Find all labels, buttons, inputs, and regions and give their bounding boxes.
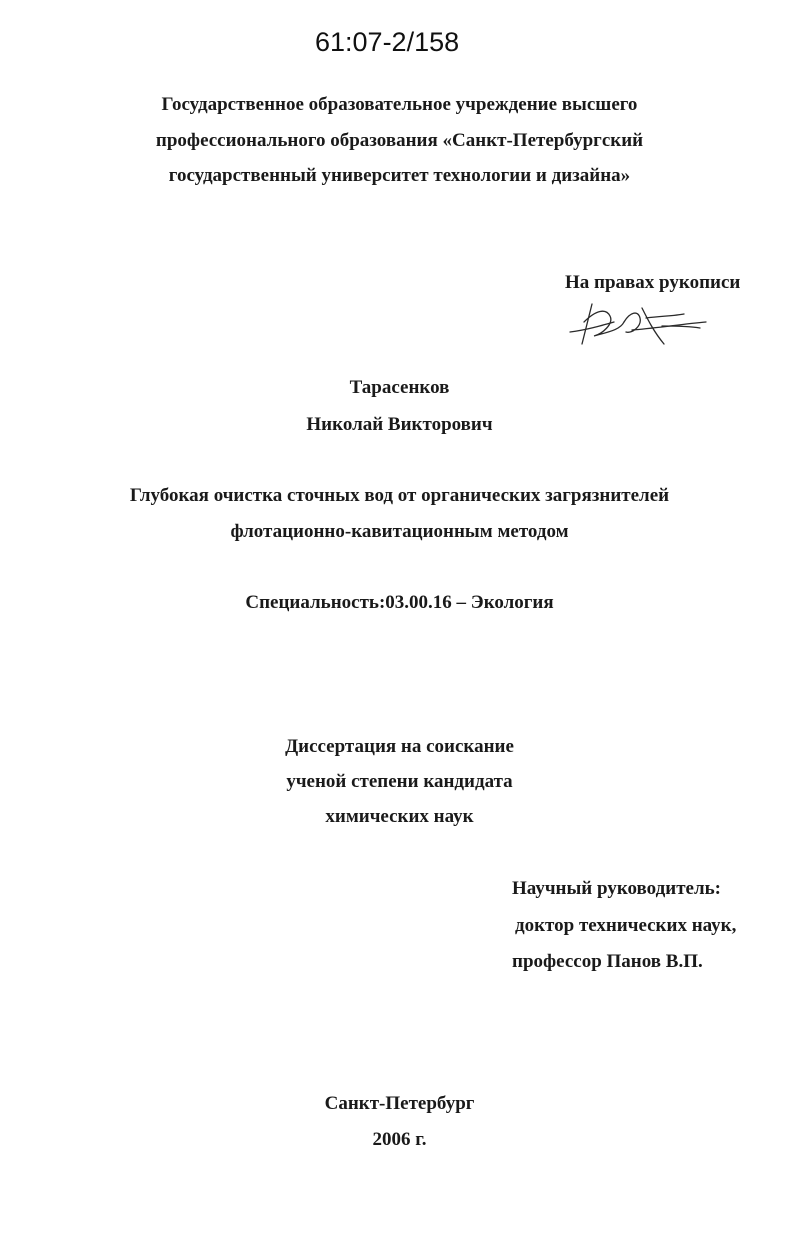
author-given-names: Николай Викторович <box>306 414 493 435</box>
handwritten-signature <box>562 296 712 352</box>
degree-line: химических наук <box>325 806 474 827</box>
archive-code: 61:07-2/158 <box>315 27 460 57</box>
supervisor-degree: доктор технических наук, <box>515 915 737 936</box>
specialty: Специальность:03.00.16 – Экология <box>245 592 554 613</box>
thesis-title-line: флотационно-кавитационным методом <box>230 521 569 542</box>
degree-line: Диссертация на соискание <box>285 736 514 757</box>
degree-line: ученой степени кандидата <box>286 771 513 792</box>
thesis-title-line: Глубокая очистка сточных вод от органических загрязнителей <box>129 485 670 506</box>
supervisor-label: Научный руководитель: <box>512 878 721 899</box>
year: 2006 г. <box>372 1129 427 1150</box>
author-surname: Тарасенков <box>349 377 450 398</box>
institution-line: Государственное образовательное учреждение высшего <box>161 94 638 115</box>
supervisor-name: профессор Панов В.П. <box>512 951 703 972</box>
institution-line: профессионального образования «Санкт-Петербургский <box>155 130 644 151</box>
manuscript-note: На правах рукописи <box>565 272 741 293</box>
place: Санкт-Петербург <box>324 1093 475 1114</box>
institution-line: государственный университет технологии и дизайна» <box>168 165 631 186</box>
